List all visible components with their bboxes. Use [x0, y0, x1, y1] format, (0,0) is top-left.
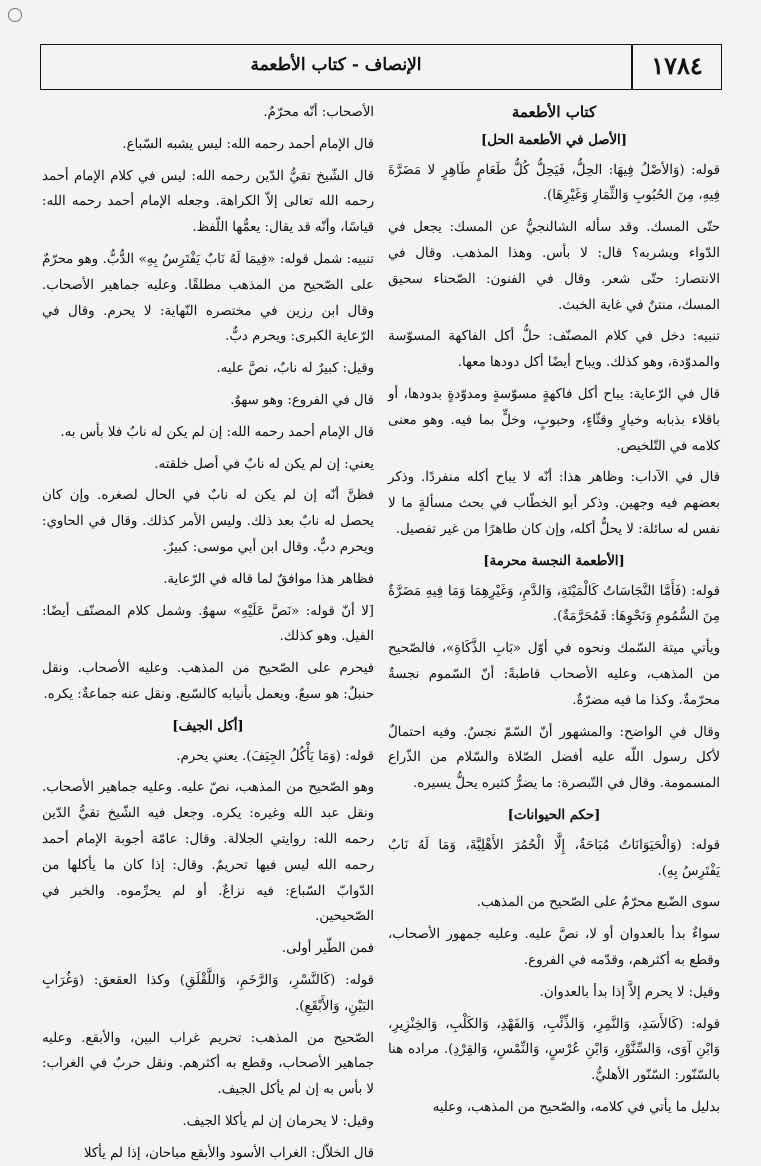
paragraph: وقيل: لا يحرم إلاَّ إذا بدأ بالعدوان. — [539, 984, 720, 1000]
paragraph: وقال في الواضح: والمشهور أنّ السّمّ نجسٌ. وفيه احتمالٌ لأكل رسول اللّه عليه أفضل الصّلاة والسّلام من الذّراع المسمومة. وقال في التّبصرة: ما يضرُّ كثيره يحلُّ يسيره. — [388, 724, 720, 792]
paragraph: قوله: (كَالأَسَدِ، وَالنَّمِرِ، وَالذِّئْبِ، وَالفَهْدِ، وَالكَلْبِ، وَالخِنْزِيرِ، وَابْنِ آوَى، وَالسِّنَّوْرِ، وَابْنِ عُرْسٍ، وَالنِّمْسِ، وَالقِرْدِ). مراده هنا بالسّنّور: السّنّور الأهليُّ. — [388, 1016, 720, 1084]
page-number: ١٧٨٤ — [651, 51, 703, 80]
paragraph: قوله: (كَالنَّسْرِ، وَالرَّخَمِ، وَاللَّقْلَقِ) وكذا العقعق: (وَغُرَابِ البَيْنِ، وَالأَبْقَعِ). — [42, 972, 374, 1014]
page-header — [40, 44, 722, 90]
paragraph: حتّى المسك. وقد سأله الشالنجيُّ عن المسك: يجعل في الدّواء ويشربه؟ قال: لا بأس. وهذا المذهب. وقال في الانتصار: حتّى شعر. وقال في الفنون: الصّحناء سحيق المسك، منتنٌ في غاية الخبث. — [388, 220, 720, 313]
chapter-title: كتاب الأطعمة — [511, 103, 597, 121]
paragraph: قال في الآداب: وظاهر هذا: أنّه لا يباح أكله منفردًا. وذكر بعضهم فيه وجهين. وذكر أبو الخطّاب في بحث مسألةٍ ما لا نفس له سائلة: لا يحلُّ أكله، وإن كان طاهرًا من غير تفصيل. — [388, 470, 720, 537]
paragraph: تنبيه: شمل قوله: «فِيمَا لَهُ نَابٌ يَفْتَرِسُ بِهِ» الدُّبُّ. وهو محرّمٌ على الصّحيح من المذهب مطلقًا. وعليه جماهير الأصحاب. وقال ابن رزين في مختصره النّهاية: لا يحرم. وقال في الرّعاية الكبرى: ويحرم دبٌّ. — [42, 251, 374, 345]
paragraph: فمن الطّير أولى. — [281, 941, 374, 957]
paragraph: قوله: (وَالْحَيَوَانَاتُ مُبَاحَةٌ، إِلَّا الْحُمُرَ الأَهْلِيَّةَ، وَمَا لَهُ نَابٌ يَفْتَرِسُ بِهِ). — [388, 837, 720, 879]
paragraph: تنبيه: دخل في كلام المصنّف: حلُّ أكل الفاكهة المسوّسة والمدوّدة، وهو كذلك. ويباح أيضًا أكل دودها معها. — [388, 329, 720, 371]
scan-corner-mark — [8, 8, 22, 22]
paragraph: قال الإمام أحمد رحمه الله: إن لم يكن له نابٌ فلا بأس به. — [60, 424, 374, 440]
paragraph: سوى الضّبع محرّمٌ على الصّحيح من المذهب. — [476, 895, 720, 911]
paragraph: قال الشّيخ تقيُّ الدّين رحمه الله: ليس في كلام الإمام أحمد رحمه الله تعالى إلاّ الكراهة. وجعله الإمام أحمد رحمه الله: قياسًا، وأنّه قد يقال: يعمُّها اللّفظ. — [42, 168, 374, 236]
paragraph: الصّحيح من المذهب: تحريم غراب البين، والأبقع. وعليه جماهير الأصحاب، وقطع به أكثرهم. ونقل حربٌ في الغراب: لا بأس به إن لم يأكل الجيف. — [42, 1030, 374, 1098]
paragraph: قال الخلاّل: الغراب الأسود والأبقع مباحان، إذا لم يأكلا — [83, 1145, 374, 1161]
paragraph: فظنَّ أنّه إن لم يكن له نابٌ في الحال لصغره. وإن كان يحصل له نابٌ بعد ذلك. وليس الأمر كذلك. وقال في الحاوي: ويحرم دبٌّ. وقال ابن أبي موسى: كبيرٌ. — [42, 488, 374, 555]
paragraph: بدليل ما يأتي في كلامه، والصّحيح من المذهب، وعليه — [432, 1099, 720, 1115]
paragraph: سواءٌ بدأ بالعدوان أو لا، نصَّ عليه. وعليه جمهور الأصحاب، وقطع به أكثرهم، وقدّمه في الفروع. — [388, 927, 720, 968]
paragraph: وقيل: كبيرٌ له نابٌ، نصَّ عليه. — [216, 361, 374, 377]
section-heading: [الأصل في الأطعمة الحل] — [480, 132, 628, 148]
section-heading: [أكل الجيف] — [172, 718, 244, 734]
paragraph: فيحرم على الصّحيح من المذهب. وعليه الأصحاب. ونقل حنبلٌ: هو سبعٌ. ويعمل بأنيابه كالسّبع. ونقل عنه جماعةٌ: يكره. — [42, 661, 374, 702]
paragraph: قوله: (فَأَمَّا النَّجَاسَاتُ كَالْمَيْتَةِ، وَالدَّمِ، وَغَيْرِهِمَا وَمَا فِيهِ مَضَرَّةٌ مِنَ السُّمُومِ وَنَحْوِهَا: فَمُحَرَّمَةٌ). — [388, 583, 720, 625]
paragraph: قوله: (وَمَا يَأْكُلُ الجِيَفَ). يعني يحرم. — [176, 748, 374, 764]
paragraph: ويأتي ميتة السّمك ونحوه في أوّل «بَابِ الذَّكَاةِ»، فالصّحيح من المذهب، وعليه الأصحاب قاطبةً: أنّ السّموم نجسةٌ محرّمةٌ. وكذا ما فيه مضرّةٌ. — [388, 641, 720, 708]
paragraph: الأصحاب: أنّه محرّمٌ. — [263, 105, 374, 120]
left-column — [42, 100, 374, 1161]
paragraph: قال في الرّعاية: يباح أكل فاكهةٍ مسوّسةٍ ومدوّدةٍ بدودها، أو باقلاء بذبابه وخيارٍ وقثّاءٍ، وحبوبٍ، وخلٍّ بما فيه. وهو معنى كلامه في التّلخيص. — [388, 386, 720, 454]
section-heading: [حكم الحيوانات] — [507, 807, 601, 823]
paragraph: وهو الصّحيح من المذهب، نصّ عليه. وعليه جماهير الأصحاب. ونقل عبد الله وغيره: يكره. وجعل فيه الشّيخ تقيُّ الدّين رحمه الله: روايتي الجلالة. وقال: عامّة أجوبة الإمام أحمد رحمه الله ليس فيها تحريمٌ. وقال: إذا كان ما يأكلها من الدّوابّ السّباع: فيه نزاعٌ. أو لم يحرِّموه. والخبر في الصّحيحين. — [42, 780, 374, 925]
paragraph: قال في الفروع: وهو سهوٌ. — [230, 392, 374, 408]
paragraph: قال الإمام أحمد رحمه الله: ليس يشبه السّباع. — [122, 136, 374, 152]
paragraph: [لا أنّ قوله: «نَصَّ عَلَيْهِ» سهوٌ. وشمل كلام المصنّف أيضًا: الفيل. وهو كذلك. — [42, 603, 374, 645]
paragraph: قوله: (وَالأصْلُ فِيهَا: الحِلُّ، فَيَحِلُّ كُلُّ طَعَامٍ طَاهِرٍ لا مَضَرَّةَ فِيهِ، مِنَ الحُبُوبِ وَالثِّمَارِ وَغَيْرِهَا). — [388, 162, 720, 204]
right-column — [388, 100, 720, 1115]
paragraph: وقيل: لا يحرمان إن لم يأكلا الجيف. — [182, 1113, 374, 1129]
section-heading: [الأطعمة النجسة محرمة] — [483, 553, 625, 569]
header-divider — [631, 45, 633, 89]
paragraph: فظاهر هذا موافقٌ لما قاله في الرّعاية. — [163, 571, 374, 587]
paragraph: يعني: إن لم يكن له نابٌ في أصل خلقته. — [154, 456, 374, 472]
running-title: الإنصاف - كتاب الأطعمة — [250, 55, 422, 75]
